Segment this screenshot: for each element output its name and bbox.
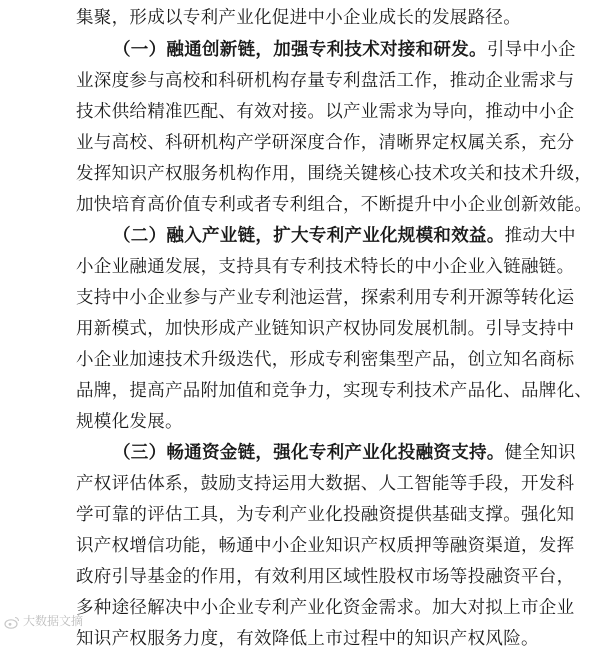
text-line: 产权评估体系，鼓励支持运用大数据、人工智能等手段，开发科 bbox=[76, 474, 575, 494]
watermark bbox=[4, 610, 83, 632]
text-line: 集聚，形成以专利产业化促进中小企业成长的发展路径。 bbox=[76, 8, 521, 28]
section-heading-line: （一）融通创新链，加强专利技术对接和研发。引导中小企 bbox=[113, 40, 576, 60]
text-line: 品牌，提高产品附加值和竞争力，实现专利技术产品化、品牌化、 bbox=[76, 381, 593, 401]
text-line: 识产权增信功能，畅通中小企业知识产权质押等融资渠道，发挥 bbox=[76, 536, 575, 556]
text-line: 业深度参与高校和科研机构存量专利盘活工作，推动企业需求与 bbox=[76, 71, 575, 91]
section-heading: （二）融入产业链，扩大专利产业化规模和效益。 bbox=[113, 226, 505, 246]
section-heading-line: （三）畅通资金链，强化专利产业化投融资支持。健全知识 bbox=[113, 443, 576, 463]
watermark-text: 大数据文摘 bbox=[23, 614, 84, 628]
text-line: 政府引导基金的作用，有效利用区域性股权市场等投融资平台， bbox=[76, 567, 575, 587]
text-line: 小企业融通发展，支持具有专利技术特长的中小企业入链融链。 bbox=[76, 257, 575, 277]
weibo-icon bbox=[4, 614, 20, 628]
text-line: 多种途径解决中小企业专利产业化资金需求。加大对拟上市企业 bbox=[76, 598, 575, 618]
text-line: 加快培育高价值专利或者专利组合，不断提升中小企业创新效能。 bbox=[76, 195, 593, 215]
text-line: 规模化发展。 bbox=[76, 412, 183, 432]
text-line: 用新模式，加快形成产业链知识产权协同发展机制。引导支持中 bbox=[76, 319, 575, 339]
text-line: 发挥知识产权服务机构作用，围绕关键核心技术攻关和技术升级， bbox=[76, 164, 593, 184]
section-heading: （三）畅通资金链，强化专利产业化投融资支持。 bbox=[113, 443, 505, 463]
text-line: 业与高校、科研机构产学研深度合作，清晰界定权属关系，充分 bbox=[76, 133, 575, 153]
text-line: 小企业加速技术升级迭代，形成专利密集型产品，创立知名商标 bbox=[76, 350, 575, 370]
section-heading-line: （二）融入产业链，扩大专利产业化规模和效益。推动大中 bbox=[113, 226, 576, 246]
text-line: 技术供给精准匹配、有效对接。以产业需求为导向，推动中小企 bbox=[76, 102, 575, 122]
text-line: 学可靠的评估工具，为专利产业化投融资提供基础支撑。强化知 bbox=[76, 505, 575, 525]
section-heading: （一）融通创新链，加强专利技术对接和研发。 bbox=[113, 40, 487, 60]
text-line: 支持中小企业参与产业专利池运营，探索利用专利开源等转化运 bbox=[76, 288, 575, 308]
text-line: 知识产权服务力度，有效降低上市过程中的知识产权风险。 bbox=[76, 629, 539, 649]
